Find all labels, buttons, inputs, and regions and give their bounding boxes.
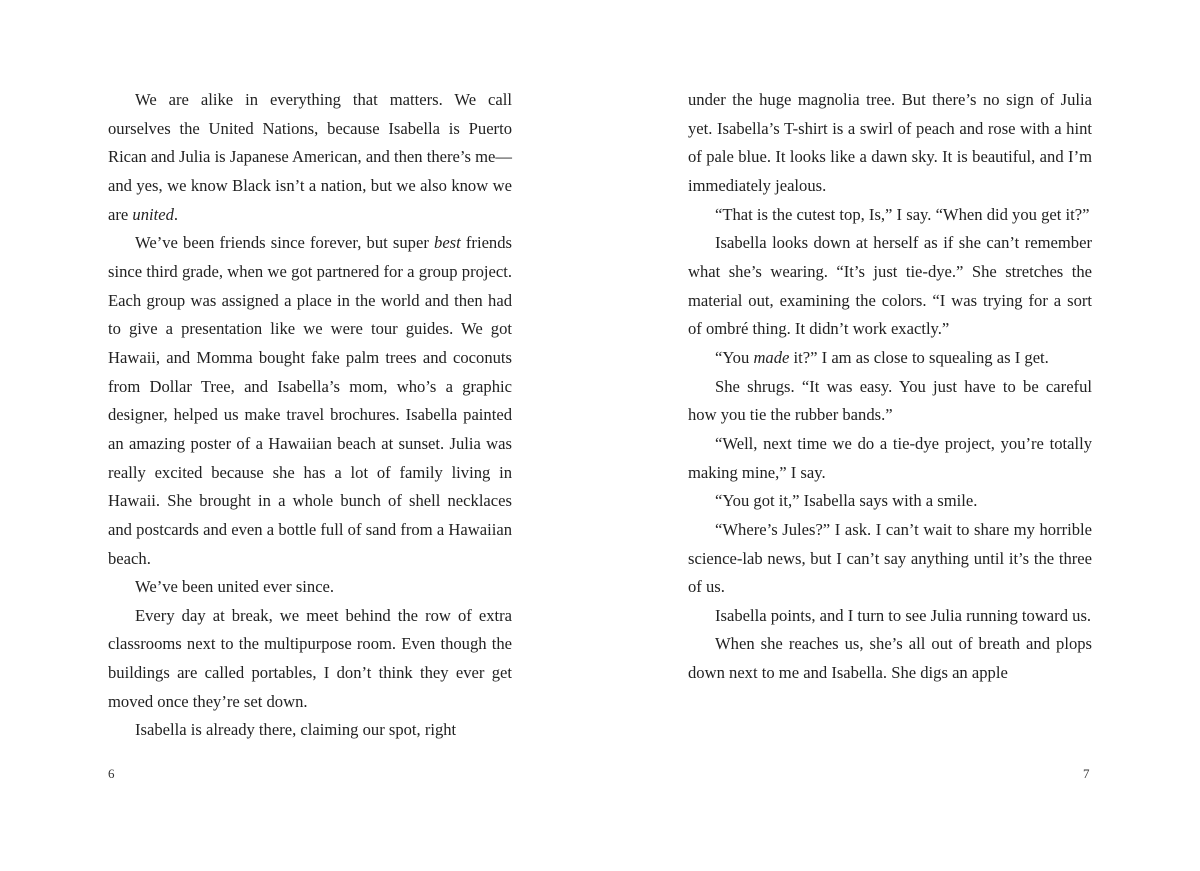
left-paragraph-1: We are alike in everything that matters. We call ourselves the United Nations, because Isabella is Puerto Rican and Julia is Japanese American, and then there’s me—and yes, we know Black isn’t a nation, but we also know we are united.: [108, 90, 512, 224]
right-paragraph-1: under the huge magnolia tree. But there’s no sign of Julia yet. Isabella’s T-shirt is a swirl of peach and rose with a hint of pale blue. It looks like a dawn sky. It is beautiful, and I’m immediately jealous.: [688, 90, 1092, 195]
right-paragraph-9: Isabella points, and I turn to see Julia running toward us.: [715, 605, 1092, 625]
left-page-number: 6: [108, 766, 115, 781]
right-page-number: 7: [1083, 766, 1090, 781]
right-paragraph-3: Isabella looks down at herself as if she can’t remember what she’s wearing. “It’s just tie-dye.” She stretches the material out, examining the colors. “I was trying for a sort of ombré thing. It didn’t work exactly.”: [688, 233, 1092, 339]
right-paragraph-10: When she reaches us, she’s all out of breath and plops down next to me and Isabella. She digs an apple: [688, 634, 1092, 683]
left-paragraph-2: We’ve been friends since forever, but super best friends since third grade, when we got partnered for a group project. Each group was assigned a place in the world and then had to give a presentation like we were tour guides. We got Hawaii, and Momma bought fake palm trees and coconuts from Dollar Tree, and Isabella’s mom, who’s a graphic designer, helped us make travel brochures. Isabella painted an amazing poster of a Hawaiian beach at sunset. Julia was really excited because she has a lot of family living in Hawaii. She brought in a whole bunch of shell necklaces and postcards and even a bottle full of sand from a Hawaiian beach.: [108, 233, 512, 568]
left-paragraph-4: Every day at break, we meet behind the row of extra classrooms next to the multipurpose room. Even though the buildings are called portables, I don’t think they ever get moved once they’re set down.: [108, 605, 512, 711]
left-paragraph-3: We’ve been united ever since.: [135, 577, 335, 597]
right-paragraph-5: She shrugs. “It was easy. You just have to be careful how you tie the rubber bands.”: [688, 376, 1092, 425]
left-paragraph-5: Isabella is already there, claiming our spot, right: [135, 720, 457, 740]
right-paragraph-2: “That is the cutest top, Is,” I say. “When did you get it?”: [715, 204, 1090, 224]
right-paragraph-8: “Where’s Jules?” I ask. I can’t wait to share my horrible science-lab news, but I can’t say anything until it’s the three of us.: [688, 519, 1092, 597]
right-page-body: [688, 86, 1092, 688]
left-page-body: [108, 86, 512, 745]
right-paragraph-6: “Well, next time we do a tie-dye project, you’re totally making mine,” I say.: [688, 433, 1092, 482]
right-paragraph-7: “You got it,” Isabella says with a smile.: [715, 491, 978, 511]
right-paragraph-4: “You made it?” I am as close to squealing as I get.: [715, 347, 1049, 367]
